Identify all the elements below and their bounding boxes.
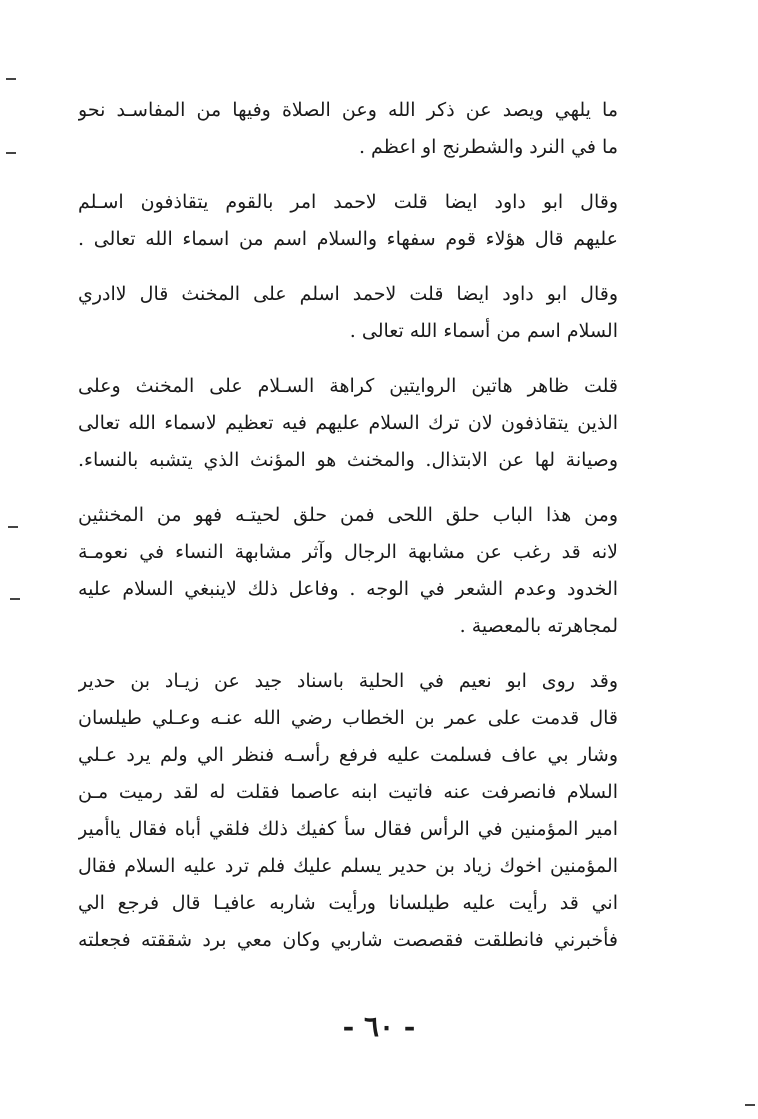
text-line: وصيانة لها عن الابتذال. والمخنث هو المؤنث الذي يتشبه بالنساء. [78, 449, 618, 471]
margin-mark [6, 152, 16, 154]
margin-mark [8, 526, 18, 528]
text-line: الذين يتقاذفون لان ترك السلام عليهم فيه تعظيم لاسماء الله تعالى [78, 412, 618, 434]
text-line: امير المؤمنين في الرأس فقال سأ كفيك ذلك فلقي أباه فقال ياأمير [78, 818, 618, 840]
text-line: المؤمنين اخوك زياد بن حدير يسلم عليك فلم ترد عليه السلام فقال [78, 855, 618, 877]
paragraph-gap [78, 258, 618, 276]
text-line: عليهم قال هؤلاء قوم سفهاء والسلام اسم من اسماء الله تعالى . [78, 228, 618, 250]
text-line: قال قدمت على عمر بن الخطاب رضي الله عنـه وعـلي طيلسان [78, 707, 618, 729]
text-line: ما يلهي ويصد عن ذكر الله وعن الصلاة وفيها من المفاسـد نحو [78, 99, 618, 121]
text-line: وشار بي عاف فسلمت عليه فرفع رأسـه فنظر الي ولم يرد عـلي [78, 744, 618, 766]
text-line: وقال ابو داود ايضا قلت لاحمد اسلم على المخنث قال لاادري [78, 283, 618, 305]
margin-mark [6, 78, 16, 80]
paragraph-gap [78, 645, 618, 663]
text-line: وقد روى ابو نعيم في الحلية باسناد جيد عن زيـاد بن حدير [78, 670, 618, 692]
text-line: السلام اسم من أسماء الله تعالى . [349, 320, 618, 342]
page-number: - ٦٠ - [342, 1010, 416, 1043]
text-line: لمجاهرته بالمعصية . [459, 615, 618, 637]
text-line: لانه قد رغب عن مشابهة الرجال وآثر مشابهة النساء في نعومـة [78, 541, 618, 563]
paragraph-gap [78, 479, 618, 497]
text-line: وقال ابو داود ايضا قلت لاحمد امر بالقوم يتقاذفون اسـلم [78, 191, 618, 213]
paragraph-gap [78, 166, 618, 184]
page-body [78, 92, 618, 959]
text-line: ما في النرد والشطرنج او اعظم . [358, 136, 618, 158]
text-line: اني قد رأيت عليه طيلسانا ورأيت شاربه عافيـا قال فرجع الي [78, 892, 618, 914]
text-line: ومن هذا الباب حلق اللحى فمن حلق لحيتـه فهو من المخنثين [78, 504, 618, 526]
margin-mark [10, 598, 20, 600]
paragraph-gap [78, 350, 618, 368]
text-line: السلام فانصرفت عنه فاتيت ابنه عاصما فقلت له لقد رميت مـن [78, 781, 618, 803]
margin-mark [745, 1104, 755, 1106]
text-line: قلت ظاهر هاتين الروايتين كراهة السـلام على المخنث وعلى [78, 375, 618, 397]
text-line: فأخبرني فانطلقت فقصصت شاربي وكان معي برد شققته فجعلته [78, 929, 618, 951]
text-line: الخدود وعدم الشعر في الوجه . وفاعل ذلك لاينبغي السلام عليه [78, 578, 618, 600]
